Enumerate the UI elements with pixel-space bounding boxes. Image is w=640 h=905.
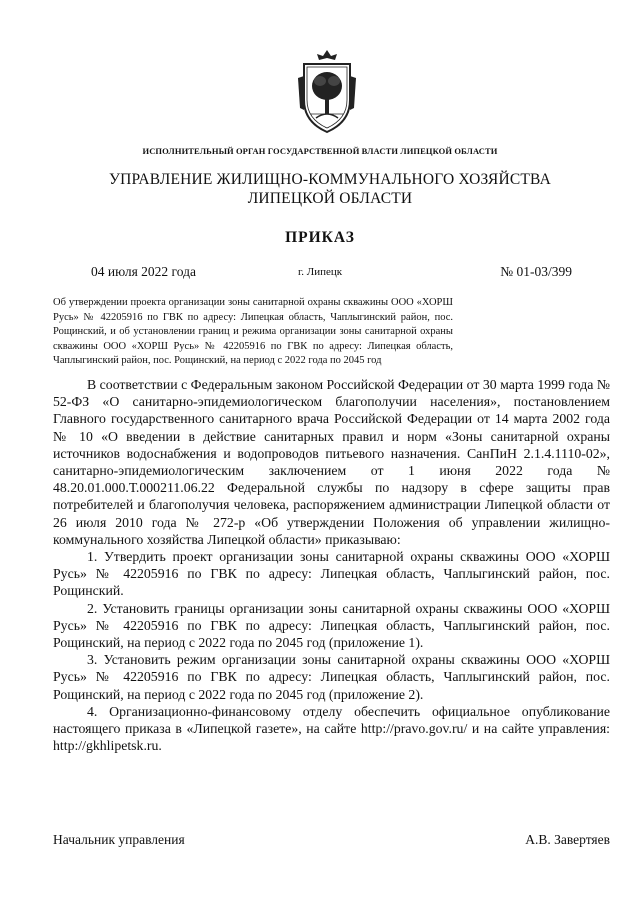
document-type-title: ПРИКАЗ	[285, 229, 355, 246]
signatory-position: Начальник управления	[53, 832, 185, 847]
issuing-authority: ИСПОЛНИТЕЛЬНЫЙ ОРГАН ГОСУДАРСТВЕННОЙ ВЛАСТИ ЛИПЕЦКОЙ ОБЛАСТИ	[142, 146, 498, 156]
document-city: г. Липецк	[298, 266, 343, 278]
document-number: № 01-03/399	[500, 264, 572, 279]
department-name	[60, 170, 600, 208]
department-name-line1: УПРАВЛЕНИЕ ЖИЛИЩНО-КОММУНАЛЬНОГО ХОЗЯЙСТВА	[108, 171, 551, 188]
department-name-line2: ЛИПЕЦКОЙ ОБЛАСТИ	[247, 190, 413, 207]
signature-block	[53, 832, 610, 850]
body-item-2: 2. Установить границы организации зоны санитарной охраны скважины ООО «ХОРШ Русь» № 42205916 по ГВК по адресу: Липецкая область, Чаплыгинский район, пос. Рощинский, на период с 2022 года по 2045 год (приложение 1).	[53, 600, 610, 651]
coat-of-arms-emblem	[296, 48, 358, 134]
document-date: 04 июля 2022 года	[91, 264, 196, 279]
body-item-4: 4. Организационно-финансовому отделу обеспечить официальное опубликование настоящего приказа в «Липецкой газете», на сайте http://pravo.gov.ru/ и на сайте управления: http://gkhlipetsk.ru.	[53, 703, 610, 754]
order-subject: Об утверждении проекта организации зоны санитарной охраны скважины ООО «ХОРШ Русь» № 42205916 по ГВК по адресу: Липецкая область, Чаплыгинский район, пос. Рощинский, и об установлении границ и режима организации зоны санитарной охраны скважины ООО «ХОРШ Русь» № 42205916 по ГВК по адресу: Липецкая область, Чаплыгинский район, пос. Рощинский, на период с 2022 года по 2045 год	[53, 297, 453, 366]
order-body	[53, 376, 610, 754]
body-item-3: 3. Установить режим организации зоны санитарной охраны скважины ООО «ХОРШ Русь» № 42205916 по ГВК по адресу: Липецкая область, Чаплыгинский район, пос. Рощинский, на период с 2022 года по 2045 год (приложение 2).	[53, 652, 610, 702]
body-item-1: 1. Утвердить проект организации зоны санитарной охраны скважины ООО «ХОРШ Русь» № 42205916 по ГВК по адресу: Липецкая область, Чаплыгинский район, пос. Рощинский.	[53, 549, 610, 599]
document-meta-row	[0, 264, 640, 282]
signatory-name: А.В. Завертяев	[525, 832, 610, 847]
body-preamble: В соответствии с Федеральным законом Российской Федерации от 30 марта 1999 года № 52-ФЗ «О санитарно-эпидемиологическом благополучии населения», постановлением Главного государственного санитарного врача Российской Федерации от 14 марта 2002 года № 10 «О введении в действие санитарных правил и норм «Зоны санитарной охраны источников водоснабжения и водопроводов питьевого назначения. СанПиН 2.1.4.1110-02», санитарно-эпидемиологическим заключением от 1 июня 2022 года № 48.20.01.000.Т.000211.06.22 Федеральной службы по надзору в сфере защиты прав потребителей и благополучия человека, распоряжением администрации Липецкой области от 26 июля 2010 года № 272-р «Об утверждении Положения об управлении жилищно-коммунального хозяйства Липецкой области» приказываю:	[53, 377, 610, 547]
